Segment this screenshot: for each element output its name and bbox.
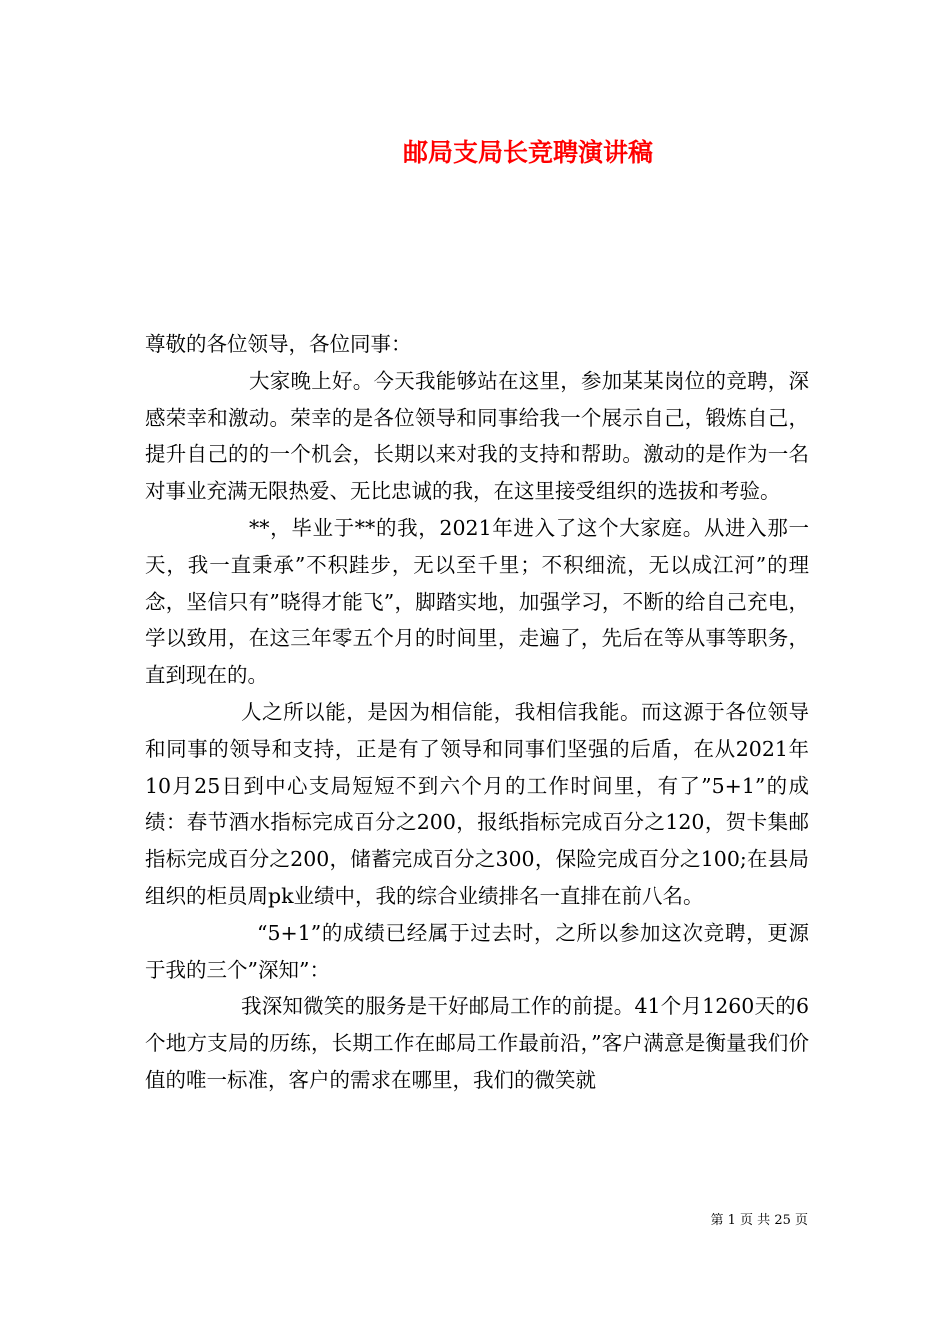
paragraph: 大家晚上好。今天我能够站在这里，参加某某岗位的竞聘，深感荣幸和激动。荣幸的是各位领导和同事给我一个展示自己，锻炼自己，提升自己的的一个机会，长期以来对我的支持和帮助。激动的是作为一名对事业充满无限热爱、无比忠诚的我，在这里接受组织的选拔和考验。 <box>145 368 809 504</box>
paragraph: 我深知微笑的服务是干好邮局工作的前提。41个月1260天的6个地方支局的历练，长期工作在邮局工作最前沿，”客户满意是衡量我们价值的唯一标准，客户的需求在哪里，我们的微笑就 <box>145 994 809 1092</box>
document-body <box>145 326 809 1099</box>
document-title: 邮局支局长竞聘演讲稿 <box>402 138 653 167</box>
paragraph: “5+1”的成绩已经属于过去时，之所以参加这次竞聘，更源于我的三个”深知”： <box>145 920 809 982</box>
paragraph: 人之所以能，是因为相信能，我相信我能。而这源于各位领导和同事的领导和支持，正是有了领导和同事们坚强的后盾，在从2021年10月25日到中心支局短短不到六个月的工作时间里，有了”5+1”的成绩：春节酒水指标完成百分之200，报纸指标完成百分之120，贺卡集邮指标完成百分之200，储蓄完成百分之300，保险完成百分之100;在县局组织的柜员周pk业绩中，我的综合业绩排名一直排在前八名。 <box>145 699 809 908</box>
salutation: 尊敬的各位领导，各位同事： <box>145 332 412 356</box>
page-number: 第 1 页 共 25 页 <box>710 1213 808 1228</box>
paragraph: **，毕业于**的我，2021年进入了这个大家庭。从进入那一天，我一直秉承”不积跬步，无以至千里；不积细流，无以成江河”的理念，坚信只有”晓得才能飞”，脚踏实地，加强学习，不断的给自己充电，学以致用，在这三年零五个月的时间里，走遍了，先后在等从事等职务，直到现在的。 <box>145 515 809 688</box>
